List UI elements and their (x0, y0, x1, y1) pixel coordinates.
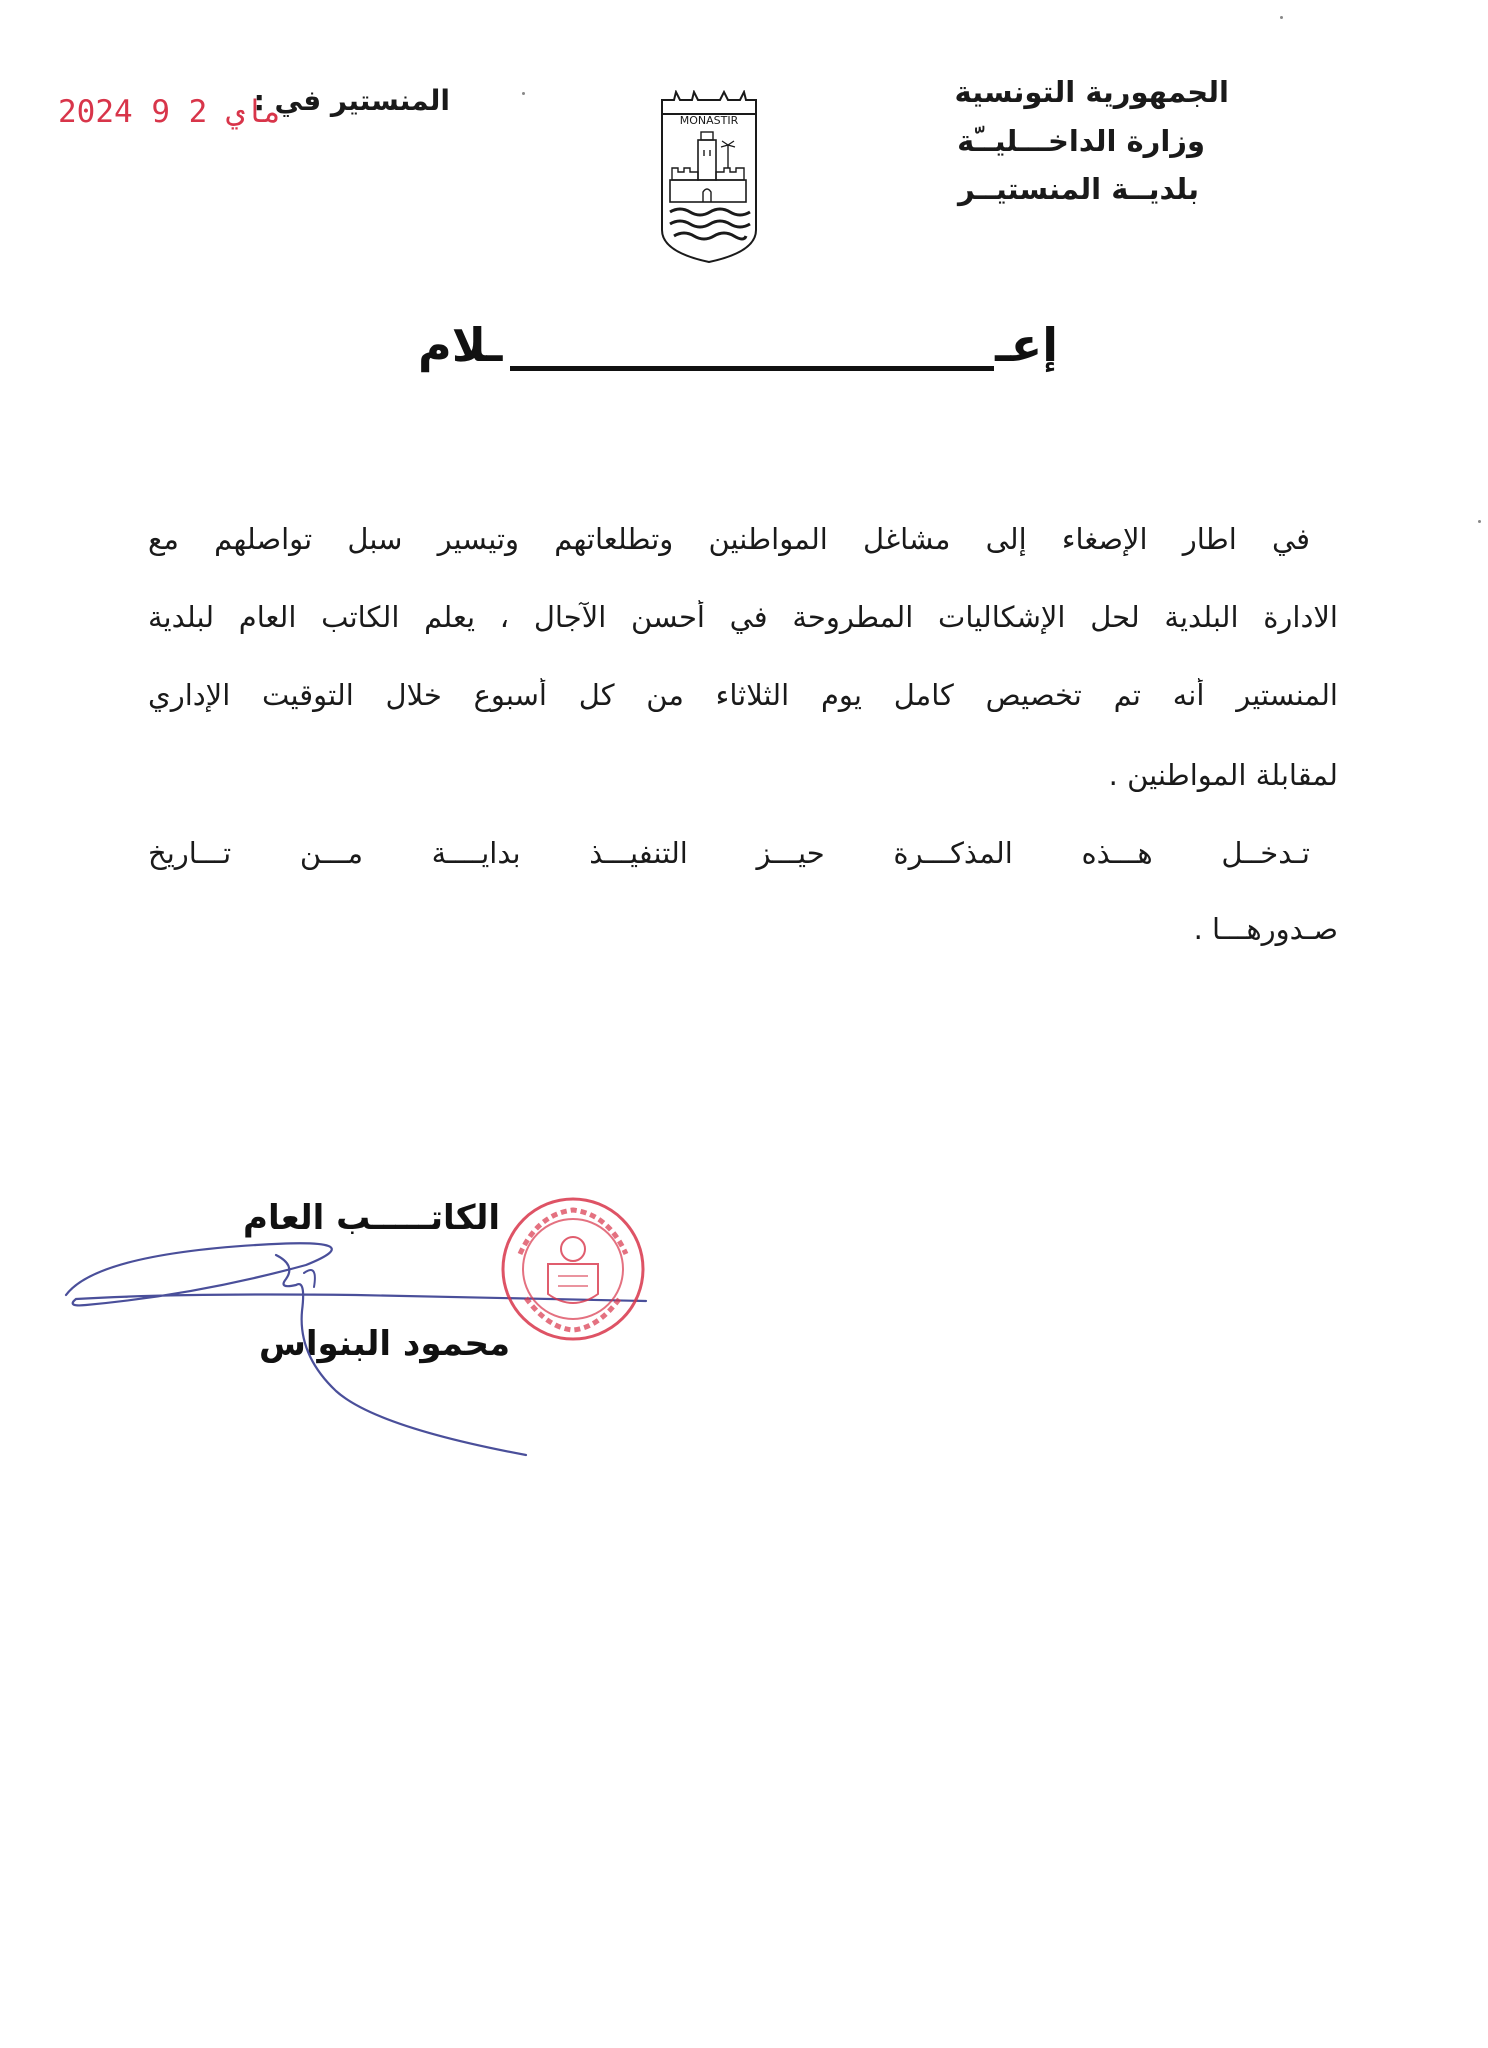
title-start: إعـ (995, 318, 1058, 372)
title-kashida-bar (510, 366, 994, 371)
scan-speck (1280, 16, 1283, 19)
date-stamp: 2024 ماي 2 9 (58, 94, 282, 130)
body-line: تـدخــل هـــذه المذكـــرة حيـــز التنفيـــذ بدايــــة مـــن تـــاريخ (148, 836, 1310, 870)
body-line: الادارة البلدية لحل الإشكاليات المطروحة في أحسن الآجال ، يعلم الكاتب العام لبلدية (148, 600, 1338, 634)
date-label: المنستير في : (253, 84, 450, 117)
body-line: المنستير أنه تم تخصيص كامل يوم الثلاثاء من كل أسبوع خلال التوقيت الإداري (148, 678, 1338, 712)
body-line: في اطار الإصغاء إلى مشاغل المواطنين وتطلعاتهم وتيسير سبل تواصلهم مع (148, 522, 1310, 556)
scan-speck (522, 92, 525, 95)
signature-name: محمود البنواس (258, 1324, 510, 1364)
header-ministry: وزارة الداخـــليــّة (957, 124, 1205, 158)
signature-title: الكاتـــــب العام (243, 1198, 500, 1238)
date-block (58, 84, 450, 136)
header-municipality: بلديــة المنستيــر (957, 172, 1199, 206)
title-end: ـلام (418, 318, 503, 372)
scan-speck (1478, 520, 1481, 523)
header-republic: الجمهورية التونسية (954, 75, 1229, 109)
body-line: لمقابلة المواطنين . (1108, 758, 1338, 792)
emblem-caption: MONASTIR (679, 114, 739, 127)
monastir-emblem-icon (656, 90, 762, 264)
document-title (418, 318, 1058, 390)
body-line: صـدورهـــا . (1193, 912, 1338, 946)
official-seal-stamp (498, 1194, 648, 1344)
